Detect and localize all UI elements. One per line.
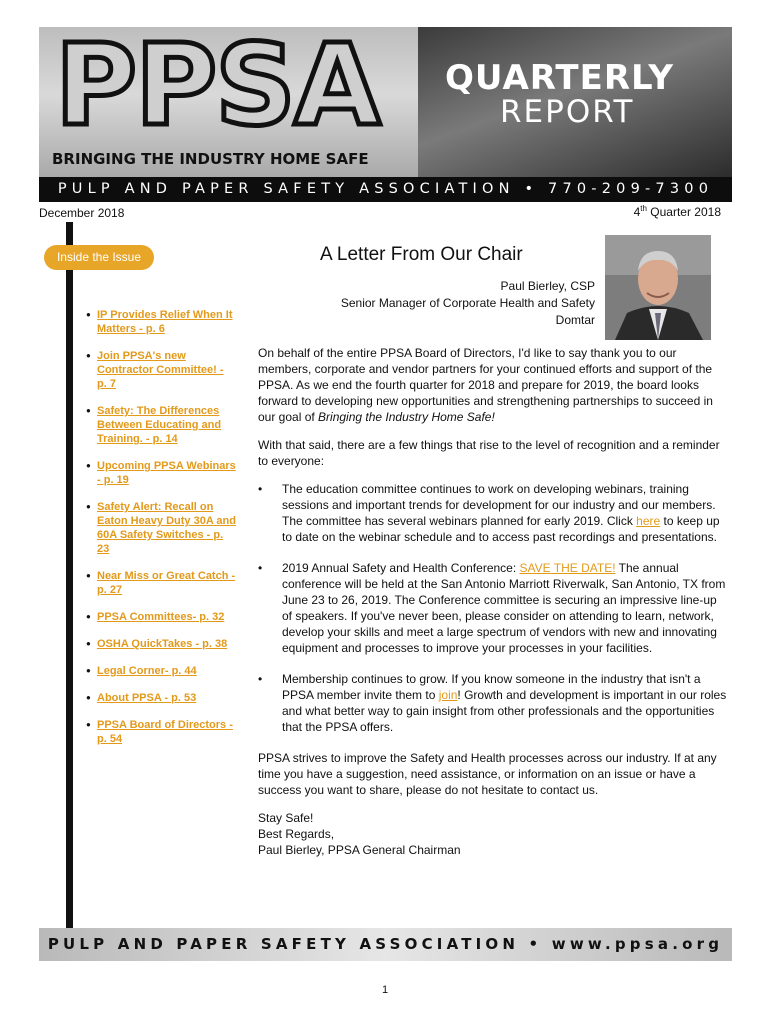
toc-item[interactable] xyxy=(86,500,236,556)
toc-item[interactable] xyxy=(86,308,236,336)
report-title-line1: QUARTERLY xyxy=(445,58,675,98)
portrait-image xyxy=(605,235,711,340)
toc-item[interactable] xyxy=(86,610,236,624)
paragraph: With that said, there are a few things that rise to the level of recognition and a reminder to everyone: xyxy=(258,438,720,468)
association-bar: PULP AND PAPER SAFETY ASSOCIATION • 770-209-7300 xyxy=(39,177,732,202)
toc-link[interactable]: PPSA Board of Directors - p. 54 xyxy=(97,719,233,745)
list-item: • 2019 Annual Safety and Health Conference: SAVE THE DATE! The annual conference will be held at the San Antonio Marriott Riverwalk, San Antonio, TX from June 23 to 26, 2019. The Conference committee is securing an impressive line-up of speakers. If you've never been, please consider on attending to learn, network, develop your skills and meet a large spectrum of vendors with new and innovating equipment and processes to improve your processes in your facilities. xyxy=(258,560,728,656)
author-company: Domtar xyxy=(555,313,595,327)
ppsa-logo: PPSA xyxy=(55,21,379,151)
bullet-list xyxy=(258,481,728,735)
issue-quarter: 4th Quarter 2018 xyxy=(633,204,721,219)
toc-link[interactable]: Safety Alert: Recall on Eaton Heavy Duty 30A and 60A Safety Switches - p. 23 xyxy=(97,501,236,555)
toc-link[interactable]: IP Provides Relief When It Matters - p. 6 xyxy=(97,309,233,335)
toc-item[interactable] xyxy=(86,637,236,651)
toc-item[interactable] xyxy=(86,569,236,597)
webinar-link[interactable]: here xyxy=(636,514,661,528)
toc-link[interactable]: About PPSA - p. 53 xyxy=(97,692,197,704)
toc-link[interactable]: Join PPSA's new Contractor Committee! - p. 7 xyxy=(97,350,224,390)
tagline: BRINGING THE INDUSTRY HOME SAFE xyxy=(52,150,369,168)
signoff xyxy=(258,810,728,858)
issue-date: December 2018 xyxy=(39,206,125,220)
inside-issue-tab: Inside the Issue xyxy=(44,245,154,270)
paragraph: PPSA strives to improve the Safety and Health processes across our industry. If at any time you have a suggestion, need assistance, or information on an issue or have a success you want to share, please do not hesitate to contact us. xyxy=(258,751,717,797)
toc-item[interactable] xyxy=(86,664,236,678)
footer-bar: PULP AND PAPER SAFETY ASSOCIATION • www.ppsa.org xyxy=(39,928,732,961)
toc-item[interactable] xyxy=(86,459,236,487)
toc-link[interactable]: Upcoming PPSA Webinars - p. 19 xyxy=(97,460,236,486)
signoff-line: Stay Safe! xyxy=(258,811,314,825)
letter-body xyxy=(258,345,728,858)
signoff-line: Paul Bierley, PPSA General Chairman xyxy=(258,843,461,857)
toc-item[interactable] xyxy=(86,691,236,705)
list-item: • Membership continues to grow. If you know someone in the industry that isn't a PPSA member invite them to join! Growth and development is important in our roles and what better way to gain insight from other professionals and the opportunities that the PPSA offers. xyxy=(258,671,728,735)
signoff-line: Best Regards, xyxy=(258,827,335,841)
author-role: Senior Manager of Corporate Health and Safety xyxy=(340,296,595,310)
toc-item[interactable] xyxy=(86,404,236,446)
list-item: • The education committee continues to work on developing webinars, training sessions and important trends for development for our industry and our members. The committee has several webinars planned for early 2019. Click here to keep up to date on the webinar schedule and to access past recordings and presentations. xyxy=(258,481,728,545)
sidebar-divider xyxy=(66,222,73,932)
toc-link[interactable]: PPSA Committees- p. 32 xyxy=(97,611,225,623)
author-block xyxy=(341,278,595,329)
toc-item[interactable] xyxy=(86,718,236,746)
table-of-contents xyxy=(86,308,236,746)
toc-link[interactable]: Safety: The Differences Between Educating and Training. - p. 14 xyxy=(97,405,222,445)
join-link[interactable]: join xyxy=(438,688,458,702)
toc-link[interactable]: Legal Corner- p. 44 xyxy=(97,665,197,677)
toc-link[interactable]: Near Miss or Great Catch - p. 27 xyxy=(97,570,236,596)
author-name: Paul Bierley, CSP xyxy=(500,279,595,293)
page-number: 1 xyxy=(381,984,389,996)
paragraph: On behalf of the entire PPSA Board of Directors, I'd like to say thank you to our members, corporate and vendor partners for your continued efforts and support of the PPSA. As we end the fourth quarter for 2018 and prepare for 2019, the board looks forward to developing new opportunities and strengthening partnerships to succeed in our goal of Bringing the Industry Home Safe! xyxy=(258,346,713,424)
report-title-line2: REPORT xyxy=(500,94,635,130)
letter-title: A Letter From Our Chair xyxy=(320,244,523,265)
save-the-date-link[interactable]: SAVE THE DATE! xyxy=(519,561,616,575)
toc-link[interactable]: OSHA QuickTakes - p. 38 xyxy=(97,638,228,650)
author-photo xyxy=(605,235,711,340)
toc-item[interactable] xyxy=(86,349,236,391)
